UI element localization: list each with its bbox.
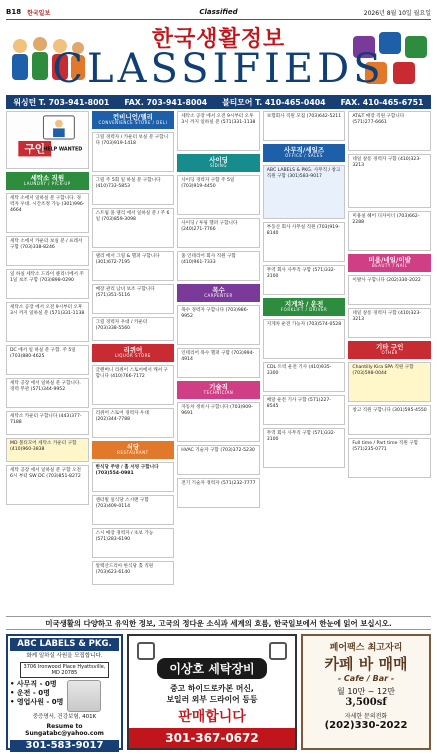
column-4 bbox=[263, 111, 346, 611]
listing[interactable]: 세탁 소에서 카운터 보실 분 / 프레서 구함 (703)338-8246 bbox=[6, 236, 89, 266]
listing[interactable]: 미용실 헤어 디자이너 (703)662-2288 bbox=[348, 211, 431, 251]
heading-convenience: 컨비니언/델리 CONVENIENCE STORE / DELI bbox=[92, 111, 175, 129]
listing[interactable]: 이발사 구합니다 (202)330-2022 bbox=[348, 275, 431, 305]
notice-banner: 미국생활의 다양하고 유익한 정보, 고국의 정다운 소식과 세계의 흐름, 한국일보에서 한눈에 읽어 보십시오. bbox=[6, 616, 431, 630]
help-wanted-english: HELP WANTED bbox=[43, 147, 83, 153]
cafe-line-6: 자세한 문의전화 bbox=[344, 713, 388, 720]
listing[interactable]: 그릴 경력자 / 카운터 보실 분 구합니다 (703)919-1418 bbox=[92, 132, 175, 172]
listing[interactable]: 전기 기술자 경력자 (571)232-7777 bbox=[177, 478, 260, 508]
heading-laundry: 세탁소 직원 LAUNDRY / PICK-UP bbox=[6, 172, 89, 190]
heading-office: 사무직/세일즈 OFFICE / SALES bbox=[263, 144, 346, 162]
listing[interactable]: 세탁소 공장 에서 오전 9시부터 오후 3시 까지 일하실 분 (571)331-1138 bbox=[177, 111, 260, 151]
classifieds-grid bbox=[6, 111, 431, 611]
listing[interactable]: 매장 관리 남녀 보조 구합니다 (571)351-5116 bbox=[92, 284, 175, 314]
listing[interactable]: 알렉산드리아 한식당 홀 직원 (703)623-6140 bbox=[92, 561, 175, 585]
package-image bbox=[67, 680, 101, 712]
cafe-line-1: 페어팩스 최고자리 bbox=[329, 643, 403, 653]
listing[interactable]: 센터빌 일식당 스시맨 구함 (703)409-0114 bbox=[92, 495, 175, 525]
listing[interactable]: 사이딩 경력자 구함 주 5일 (703)919-4450 bbox=[177, 175, 260, 215]
md-phone[interactable]: 볼티모어 T. 410-465-0404 bbox=[222, 97, 326, 107]
column-5 bbox=[348, 111, 431, 611]
masthead-korean: 한국생활정보 bbox=[151, 27, 286, 52]
masthead-english: CLASSIFIEDS bbox=[52, 46, 385, 92]
listing[interactable]: Full time / Part time 직원 구함 (571)235-0771 bbox=[348, 438, 431, 478]
listing[interactable]: HVAC 기술자 구함 (703)372-5230 bbox=[177, 445, 260, 475]
wash-line-3: 판매합니다 bbox=[178, 709, 246, 725]
laundry-equipment-ad[interactable] bbox=[127, 634, 297, 750]
abc-subtitle: 화케 일하실 사원을 모집합니다. bbox=[26, 652, 103, 659]
heading-liquor: 리퀴어 LIQUOR STORE bbox=[92, 344, 175, 362]
listing[interactable]: 일 하실 세탁소 드라이 클리너에서 주 1일 보조 구함 (703)898-0290 bbox=[6, 269, 89, 299]
listing[interactable]: Chantilly Kira SPA 직원 구함 (703)598-0044 bbox=[348, 362, 431, 402]
listing[interactable]: 세탁소 공장 에서 오전 9시부터 오후 3시 까지 일하실 분 (571)331-1138 bbox=[6, 302, 89, 342]
listing[interactable]: 그릴 경력자 우대 / 카운터 (703)338-5560 bbox=[92, 317, 175, 341]
heading-restaurant: 식당 RESTAURANT bbox=[92, 441, 175, 459]
cafe-phone[interactable]: (202)330-2022 bbox=[324, 720, 408, 731]
listing[interactable]: 글렌버니 리퀴어 스토어에서 캐셔 구합니다 (410)766-7172 bbox=[92, 365, 175, 405]
listing[interactable]: 네일 살롱 경력자 구함 (410)323-3213 bbox=[348, 154, 431, 208]
listing[interactable]: 한식당 주방 / 홀 서빙 구합니다 (703)554-0981 bbox=[92, 462, 175, 492]
washer-icon bbox=[137, 642, 155, 660]
listing[interactable]: 홈 인테리어 회사 직원 구함 (410)961-7333 bbox=[177, 251, 260, 281]
help-wanted-illustration bbox=[7, 112, 88, 168]
column-2 bbox=[92, 111, 175, 611]
top-header bbox=[6, 6, 431, 18]
heading-siding: 사이딩 SIDING bbox=[177, 154, 260, 172]
listing[interactable]: 무역 회사 사무직 구함 (571)332-3100 bbox=[263, 265, 346, 295]
abc-note: 중증명서, 건강보험, 401K bbox=[32, 714, 97, 720]
page-number: B18 bbox=[6, 8, 22, 16]
contact-bar bbox=[6, 95, 431, 109]
column-1 bbox=[6, 111, 89, 611]
abc-labels-ad[interactable] bbox=[6, 634, 123, 750]
listing[interactable]: 세탁소 카운터 구합니다 (443)377-7188 bbox=[6, 411, 89, 435]
wash-title: 이상호 세탁장비 bbox=[157, 658, 266, 679]
wash-line-2: 보일러 외부 드라이어 등등 bbox=[166, 695, 258, 704]
listing[interactable]: DC 에서 일 하실 분 구함. 주 5일 (703)880-4625 bbox=[6, 345, 89, 375]
dc-fax: FAX. 703-941-8004 bbox=[124, 97, 208, 107]
listing[interactable]: 지게차 운전 가능자 (703)574-0528 bbox=[263, 319, 346, 359]
listing[interactable]: CDL 트럭 운전 기사 (410)935-3300 bbox=[263, 362, 346, 392]
listing[interactable]: AT&T 매장 직원 구합니다 (571)277-6661 bbox=[348, 111, 431, 151]
abc-email[interactable]: Resume to Sungatabc@yahoo.com bbox=[25, 722, 104, 738]
listing[interactable]: 목수 경력자 구합니다 (703)986-9952 bbox=[177, 305, 260, 345]
listing[interactable]: 무역 회사 사무직 구함 (571)332-3100 bbox=[263, 428, 346, 468]
abc-position: • 사무직 - 0명 bbox=[10, 680, 57, 688]
listing[interactable]: 네일 살롱 경력자 구함 (410)323-3213 bbox=[348, 308, 431, 338]
listing[interactable]: 자동차 정비사 구합니다 (703)909-9691 bbox=[177, 402, 260, 442]
abc-positions bbox=[10, 680, 63, 712]
abc-title: ABC LABELS & PKG. bbox=[10, 638, 119, 651]
heading-technician: 기술직 TECHNICIAN bbox=[177, 381, 260, 399]
wash-line-1: 중고 하이드로카본 머신, bbox=[170, 684, 254, 693]
cafe-line-5: 3,500sf bbox=[345, 697, 387, 708]
listing[interactable]: 세탁 소에서 일하실 분 구합니다. 경력자 우대. 시간조정 가능 (301)996-4664 bbox=[6, 193, 89, 233]
heading-driver: 지게차 / 운전 FORKLIFT / DRIVER bbox=[263, 298, 346, 316]
heading-beauty: 미용/네일/이발 BEAUTY / NAIL bbox=[348, 254, 431, 272]
abc-phone[interactable]: 301-583-9017 bbox=[10, 740, 119, 753]
listing[interactable]: ABC LABELS & PKG. 사무직 / 창고 직원 구함 (301)583-9017 bbox=[263, 165, 346, 219]
brand-logo-text: 한국일보 bbox=[27, 9, 51, 17]
help-wanted-banner bbox=[6, 111, 89, 169]
cafe-line-4: 월 10만 ~ 12만 bbox=[337, 687, 395, 696]
dryer-icon bbox=[269, 642, 287, 660]
section-title: Classified bbox=[199, 8, 238, 16]
heading-carpenter: 목수 CARPENTER bbox=[177, 284, 260, 302]
help-wanted-korean: 구인 bbox=[24, 142, 45, 156]
listing[interactable]: MD 볼티모어 세탁소 카운터 구함 (410)960-3838 bbox=[6, 438, 89, 462]
md-fax: FAX. 410-465-6751 bbox=[340, 97, 424, 107]
column-3 bbox=[177, 111, 260, 611]
listing[interactable]: 세탁 공장 에서 일하실 분 구합니다. 경력 무관 (571)344-9952 bbox=[6, 378, 89, 408]
listing[interactable]: 창고 직원 구합니다 (301)595-4550 bbox=[348, 405, 431, 435]
heading-other: 기타 구인 OTHER bbox=[348, 341, 431, 359]
listing[interactable]: 인테리어 목수 헬퍼 구함 (703)994-4914 bbox=[177, 348, 260, 378]
cafe-line-3: - Cafe / Bar - bbox=[337, 674, 395, 683]
listing[interactable]: 세탁 공장 에서 일하실 분 구함 오전 6시 부터 SW DC (703)851-8272 bbox=[6, 465, 89, 505]
listing[interactable]: 델리 에서 그릴 & 헬퍼 구합니다 (301)672-7195 bbox=[92, 251, 175, 281]
cafe-sale-ad[interactable] bbox=[301, 634, 431, 750]
abc-address: 3706 Ironwood Place Hyattsville, MD 20785 bbox=[20, 662, 109, 679]
listing[interactable]: 그릴 주 5회 일 하실 분 구합니다 (410)733-5853 bbox=[92, 175, 175, 205]
abc-position: • 영업사원 - 0명 bbox=[10, 697, 64, 706]
bottom-ads bbox=[6, 634, 431, 750]
cafe-line-2: 카페 바 매매 bbox=[324, 655, 408, 673]
wash-phone[interactable]: 301-367-0672 bbox=[129, 728, 295, 748]
listing[interactable]: 스시 매장 경력자 / 초보 가능 (571)283-6190 bbox=[92, 528, 175, 558]
listing[interactable]: 보험회사 직원 모집 (703)642-5211 bbox=[263, 111, 346, 141]
listing[interactable]: 스트립 몰 델리 에서 일하실 분 / 주 6일 (703)859-3098 bbox=[92, 208, 175, 248]
listing[interactable]: 부동산 회사 사무실 직원 (703)919-8140 bbox=[263, 222, 346, 262]
listing[interactable]: 배달 운전 기사 구함 (571)227-8545 bbox=[263, 395, 346, 425]
listing[interactable]: 리퀴어 스토어 경력자 우대 (202)344-7788 bbox=[92, 408, 175, 438]
abc-position: • 운전 - 0명 bbox=[10, 688, 50, 697]
listing[interactable]: 사이딩 / 루핑 헬퍼 구합니다 (240)271-7766 bbox=[177, 218, 260, 248]
dc-phone[interactable]: 워싱턴 T. 703-941-8001 bbox=[13, 97, 110, 107]
header-rule bbox=[6, 19, 431, 20]
issue-date: 2026년 8월 10일 월요일 bbox=[363, 9, 431, 17]
